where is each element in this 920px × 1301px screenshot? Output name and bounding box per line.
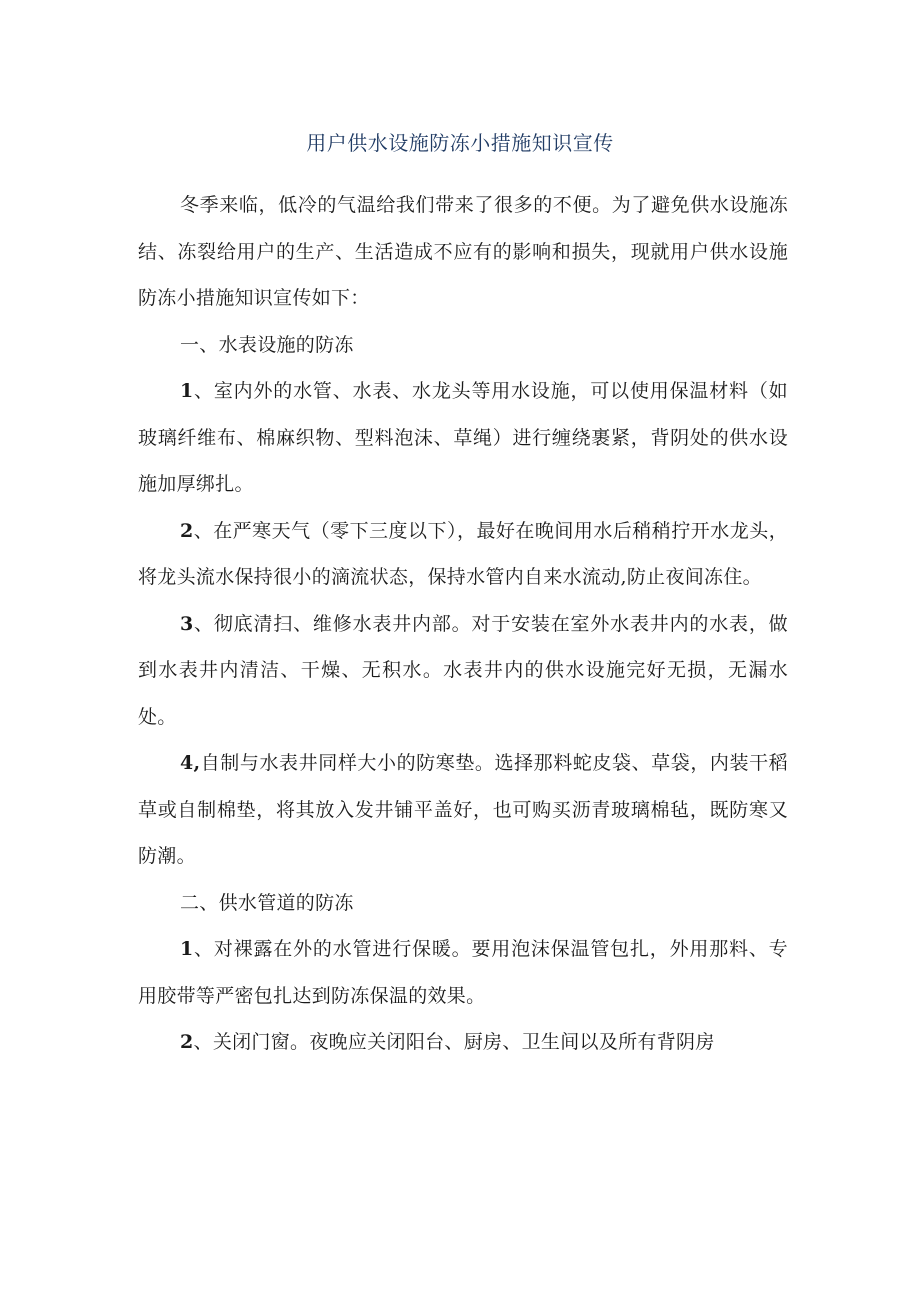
paragraph-text: 冬季来临，低冷的气温给我们带来了很多的不便。为了避免供水设施冻结、冻裂给用户的生产、生活造成不应有的影响和损失，现就用户供水设施防冻小措施知识宣传如下： <box>138 194 788 309</box>
paragraph-text: 自制与水表井同样大小的防寒垫。选择那料蛇皮袋、草袋，内装干稻草或自制棉垫，将其放入发井铺平盖好，也可购买沥青玻璃棉毡，既防寒又防潮。 <box>138 752 788 867</box>
paragraph-text: 、室内外的水管、水表、水龙头等用水设施，可以使用保温材料（如玻璃纤维布、棉麻织物、型料泡沫、草绳）进行缠绕裹紧，背阴处的供水设施加厚绑扎。 <box>138 380 788 495</box>
list-item-4 <box>138 740 788 880</box>
section-heading-water-meter <box>138 322 788 369</box>
section-heading-pipes <box>138 880 788 927</box>
paragraph-number: 1 <box>180 938 194 960</box>
paragraph-number: 4, <box>180 752 201 774</box>
paragraph-text: 二、供水管道的防冻 <box>180 891 354 914</box>
document-title: 用户供水设施防冻小措施知识宣传 <box>306 131 614 155</box>
list-item-2 <box>138 508 788 601</box>
paragraph-text: 、对裸露在外的水管进行保暖。要用泡沫保温管包扎，外用那料、专用胶带等严密包扎达到防冻保温的效果。 <box>138 938 788 1007</box>
paragraph-number: 2 <box>180 1031 194 1053</box>
paragraph-number: 3 <box>180 612 194 635</box>
paragraph-text: 、在严寒天气（零下三度以下），最好在晚间用水后稍稍拧开水龙头，将龙头流水保持很小的滴流状态，保持水管内自来水流动,防止夜间冻住。 <box>138 519 788 588</box>
paragraph-text: 、关闭门窗。夜晚应关闭阳台、厨房、卫生间以及所有背阴房 <box>193 1031 715 1053</box>
intro-paragraph <box>138 182 788 322</box>
list-item-1 <box>138 368 788 508</box>
paragraph-text: 一、水表设施的防冻 <box>180 333 354 356</box>
list-item-1 <box>138 926 788 1019</box>
list-item-2 <box>138 1019 788 1066</box>
list-item-3 <box>138 601 788 741</box>
paragraph-number: 1 <box>180 380 194 402</box>
paragraph-number: 2 <box>180 519 194 542</box>
paragraph-text: 、彻底清扫、维修水表井内部。对于安装在室外水表井内的水表，做到水表井内清洁、干燥、无积水。水表井内的供水设施完好无损，无漏水处。 <box>138 612 788 728</box>
document-body <box>138 182 788 1066</box>
